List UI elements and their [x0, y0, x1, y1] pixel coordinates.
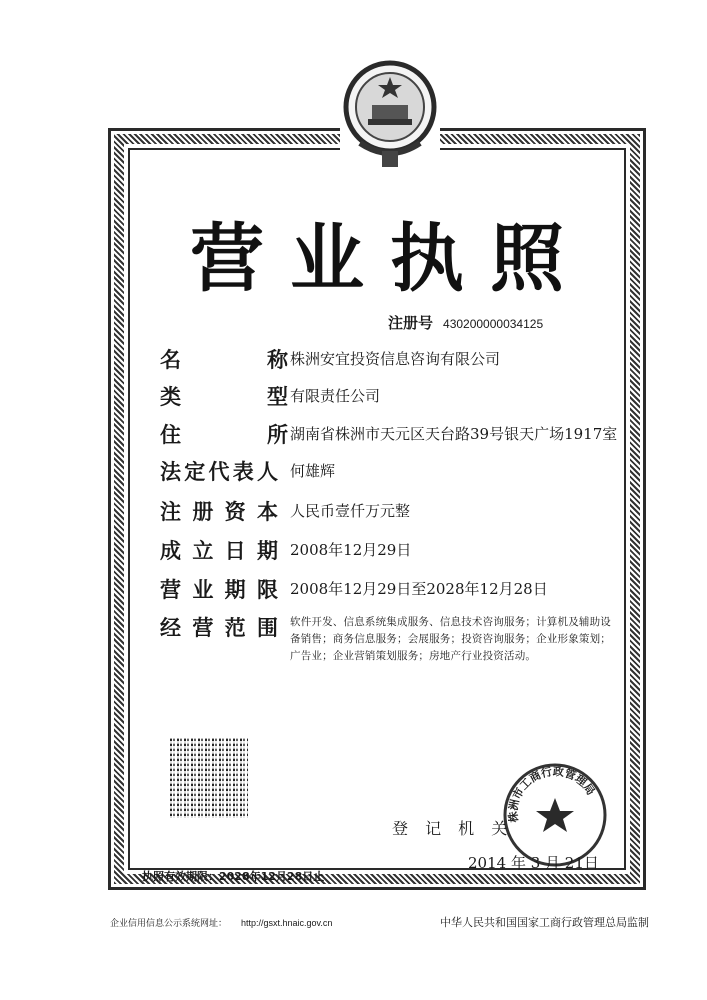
registered-capital: 人民币壹仟万元整 [290, 502, 411, 520]
registration-value: 430200000034125 [443, 317, 544, 331]
business-scope: 软件开发、信息系统集成服务、信息技术咨询服务；计算机及辅助设备销售；商务信息服务；会展服务；投资咨询服务；企业形象策划；广告业；企业营销策划服务；房地产行业投资活动。 [290, 616, 611, 662]
field-label: 营 业 期 限 [160, 578, 278, 602]
field-label: 成 立 日 期 [160, 539, 278, 563]
registration-number [388, 312, 543, 333]
field-label: 类 型 [160, 385, 288, 409]
seal-text: 株洲市工商行政管理局 [506, 765, 598, 823]
issue-date: 2014 年 3 月 21日 [468, 854, 599, 872]
registration-authority: 登 记 机 关 [392, 819, 514, 838]
field-label: 经 营 范 围 [160, 616, 278, 640]
footer-issuer: 中华人民共和国国家工商行政管理总局监制 [440, 916, 649, 929]
validity-note: 执照有效期限：2028年12月28日止 [142, 870, 325, 883]
registration-label: 注册号 [388, 314, 434, 332]
national-emblem-icon [340, 55, 440, 175]
company-address: 湖南省株洲市天元区天台路39号银天广场1917室 [290, 425, 618, 443]
title-char: 执 [390, 216, 490, 302]
qr-code-icon [170, 738, 248, 818]
field-label: 名 称 [160, 348, 288, 372]
footer-left [110, 916, 332, 929]
field-label: 注 册 资 本 [160, 500, 278, 524]
title-char: 照 [490, 216, 590, 302]
field-label: 法 定 代 表 人 [160, 460, 278, 484]
license-title [190, 200, 590, 306]
field-label: 住 所 [160, 423, 288, 447]
business-term: 2008年12月29日至2028年12月28日 [290, 580, 548, 598]
legal-representative: 何雄辉 [290, 462, 336, 480]
company-type: 有限责任公司 [290, 387, 381, 405]
company-name: 株洲安宜投资信息咨询有限公司 [290, 350, 501, 368]
title-char: 营 [190, 216, 290, 302]
established-date: 2008年12月29日 [290, 541, 412, 559]
footer-url: http://gsxt.hnaic.gov.cn [241, 918, 333, 928]
title-char: 业 [290, 216, 390, 302]
footer-system-label: 企业信用信息公示系统网址： [110, 919, 228, 929]
